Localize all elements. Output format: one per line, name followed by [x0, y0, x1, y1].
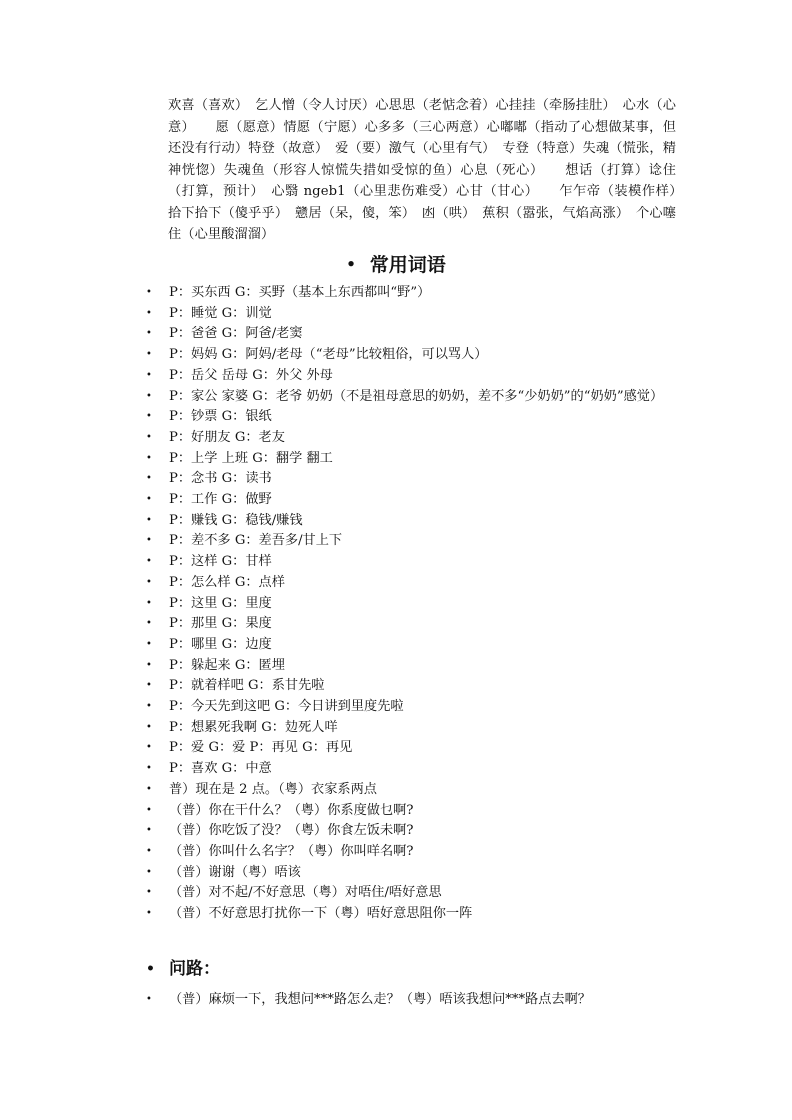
bullet-dot: •	[146, 804, 152, 816]
list-item-text: （普）不好意思打扰你一下（粤）唔好意思阻你一阵	[169, 906, 473, 922]
list-item-text: P：那里 G：果度	[169, 616, 272, 632]
bullet-dot: •	[146, 887, 152, 899]
list-item	[146, 904, 686, 925]
common-words-list	[146, 283, 686, 925]
bullet-dot: •	[146, 411, 152, 423]
list-item-text: P：买东西 G：买野（基本上东西都叫“野”）	[169, 285, 431, 300]
list-item-text: P：差不多 G：差吾多/甘上下	[169, 533, 343, 549]
bullet-dot: •	[146, 349, 152, 361]
list-item	[146, 283, 686, 304]
list-item	[146, 697, 686, 718]
list-item-text: P：哪里 G：边度	[169, 636, 272, 652]
list-item	[146, 428, 686, 449]
list-item	[146, 387, 686, 408]
bullet-dot: •	[146, 825, 152, 837]
list-item-text: P：爱 G：爱 P：再见 G：再见	[169, 740, 353, 756]
list-item	[146, 407, 686, 428]
list-item-text: P：喜欢 G：中意	[169, 761, 272, 777]
list-item	[146, 842, 686, 863]
section-title: 常用词语	[369, 254, 446, 276]
list-item-text: P：妈妈 G：阿妈/老母（“老母”比较粗俗，可以骂人）	[169, 347, 488, 363]
list-item	[146, 676, 686, 697]
list-item-text: P：爸爸 G：阿爸/老窦	[169, 326, 303, 342]
bullet-dot: •	[146, 763, 152, 775]
list-item	[146, 883, 686, 904]
list-item	[146, 366, 686, 387]
list-item-text: 普）现在是 2 点。（粤）衣家系两点	[169, 781, 377, 797]
list-item-text: P：今天先到这吧 G：今日讲到里度先啦	[169, 699, 404, 715]
list-item-text: （普）你吃饭了没？（粤）你食左饭未啊?	[169, 823, 414, 839]
list-item	[146, 821, 686, 842]
list-item	[146, 635, 686, 656]
list-item	[146, 573, 686, 594]
intro-paragraph: 欢喜（喜欢） 乞人憎（令人讨厌）心思思（老惦念着）心挂挂（牵肠挂肚） 心水（心意） 愿（愿意）情愿（宁愿）心多多（三心两意）心嘟嘟（指动了心想做某事，但还没有行动）特登（故意） 爱（要）激气（心里有气） 专登（特意）失魂（慌张，精神恍惚）失魂鱼（形容人惊慌失措如受惊的鱼）心息（死心） 想话（打算）谂住（打算，预计） 心翳 ngeb1（心里悲伤难受）心甘（甘心） 乍乍帝（装模作样） 拾下拾下（傻乎乎） 戆居（呆，傻，笨） 凼（哄） 蕉积（嚣张，气焰高涨） 个心噻住（心里酸溜溜）	[168, 98, 690, 242]
list-item-text: （普）对不起/不好意思（粤）对唔住/唔好意思	[169, 885, 442, 901]
list-item	[146, 759, 686, 780]
list-item	[146, 718, 686, 739]
bullet-dot: •	[146, 390, 152, 402]
asking-directions-list	[146, 990, 686, 1011]
bullet-dot: •	[146, 369, 152, 381]
bullet-dot: •	[146, 701, 152, 713]
bullet-dot: •	[146, 721, 152, 733]
list-item-text: P：睡觉 G：训觉	[169, 305, 272, 321]
list-item	[146, 738, 686, 759]
bullet-dot: •	[146, 452, 152, 464]
bullet-dot: •	[146, 742, 152, 754]
bullet-dot: •	[146, 431, 152, 443]
list-item-text: P：躲起来 G：匿埋	[169, 657, 285, 673]
list-item	[146, 614, 686, 635]
bullet-dot: •	[146, 845, 152, 857]
list-item-text: P：赚钱 G：稳钱/赚钱	[169, 512, 303, 528]
list-item	[146, 656, 686, 677]
list-item	[146, 324, 686, 345]
list-item-text: P：就着样吧 G：系甘先啦	[169, 678, 325, 694]
bullet-dot: •	[146, 307, 152, 319]
list-item	[146, 490, 686, 511]
bullet-dot: •	[146, 576, 152, 588]
list-item-text: （普）谢谢（粤）唔该	[169, 864, 301, 880]
section-heading-asking-directions	[146, 957, 220, 981]
list-item	[146, 780, 686, 801]
list-item-text: P：上学 上班 G：翻学 翻工	[169, 450, 333, 466]
list-item-text: （普）你叫什么名字？（粤）你叫咩名啊?	[169, 843, 414, 859]
list-item	[146, 531, 686, 552]
list-item-text: P：这里 G：里度	[169, 595, 272, 611]
bullet-dot: •	[146, 866, 152, 878]
list-item	[146, 801, 686, 822]
list-item	[146, 594, 686, 615]
bullet-dot: •	[146, 597, 152, 609]
bullet-dot: •	[146, 908, 152, 920]
list-item-text: P：工作 G：做野	[169, 492, 272, 508]
list-item-text: P：怎么样 G：点样	[169, 574, 285, 590]
bullet-dot: •	[146, 494, 152, 506]
list-item-text: P：钞票 G：银纸	[169, 409, 272, 425]
bullet-dot: •	[146, 994, 152, 1005]
list-item-text: （普）麻烦一下，我想问***路怎么走？（粤）唔该我想问***路点去啊？	[169, 992, 591, 1007]
list-item	[146, 345, 686, 366]
list-item	[146, 990, 686, 1011]
bullet-dot: •	[146, 287, 152, 298]
bullet-dot: •	[146, 473, 152, 485]
bullet-dot: •	[146, 535, 152, 547]
list-item-text: P：家公 家婆 G：老爷 奶奶（不是祖母意思的奶奶，差不多“少奶奶”的“奶奶”感觉）	[169, 388, 664, 404]
list-item-text: P：想累死我啊 G：攰死人咩	[169, 719, 338, 735]
bullet-dot: •	[146, 783, 152, 795]
list-item-text: P：好朋友 G：老友	[169, 429, 285, 445]
bullet-dot: •	[146, 618, 152, 630]
heading-bullet: •	[146, 961, 155, 977]
bullet-dot: •	[146, 556, 152, 568]
list-item-text: P：这样 G：甘样	[169, 554, 272, 570]
list-item	[146, 552, 686, 573]
bullet-dot: •	[146, 659, 152, 671]
list-item-text: P：岳父 岳母 G：外父 外母	[169, 367, 333, 383]
heading-bullet: •	[346, 255, 356, 273]
bullet-dot: •	[146, 328, 152, 340]
section-title: 问路：	[169, 959, 220, 979]
list-item	[146, 449, 686, 470]
list-item-text: P：念书 G：读书	[169, 471, 272, 487]
section-heading-common-words	[0, 252, 792, 277]
list-item	[146, 863, 686, 884]
list-item	[146, 304, 686, 325]
bullet-dot: •	[146, 514, 152, 526]
list-item	[146, 511, 686, 532]
bullet-dot: •	[146, 638, 152, 650]
list-item	[146, 469, 686, 490]
bullet-dot: •	[146, 680, 152, 692]
list-item-text: （普）你在干什么？（粤）你系度做乜啊?	[169, 802, 414, 818]
